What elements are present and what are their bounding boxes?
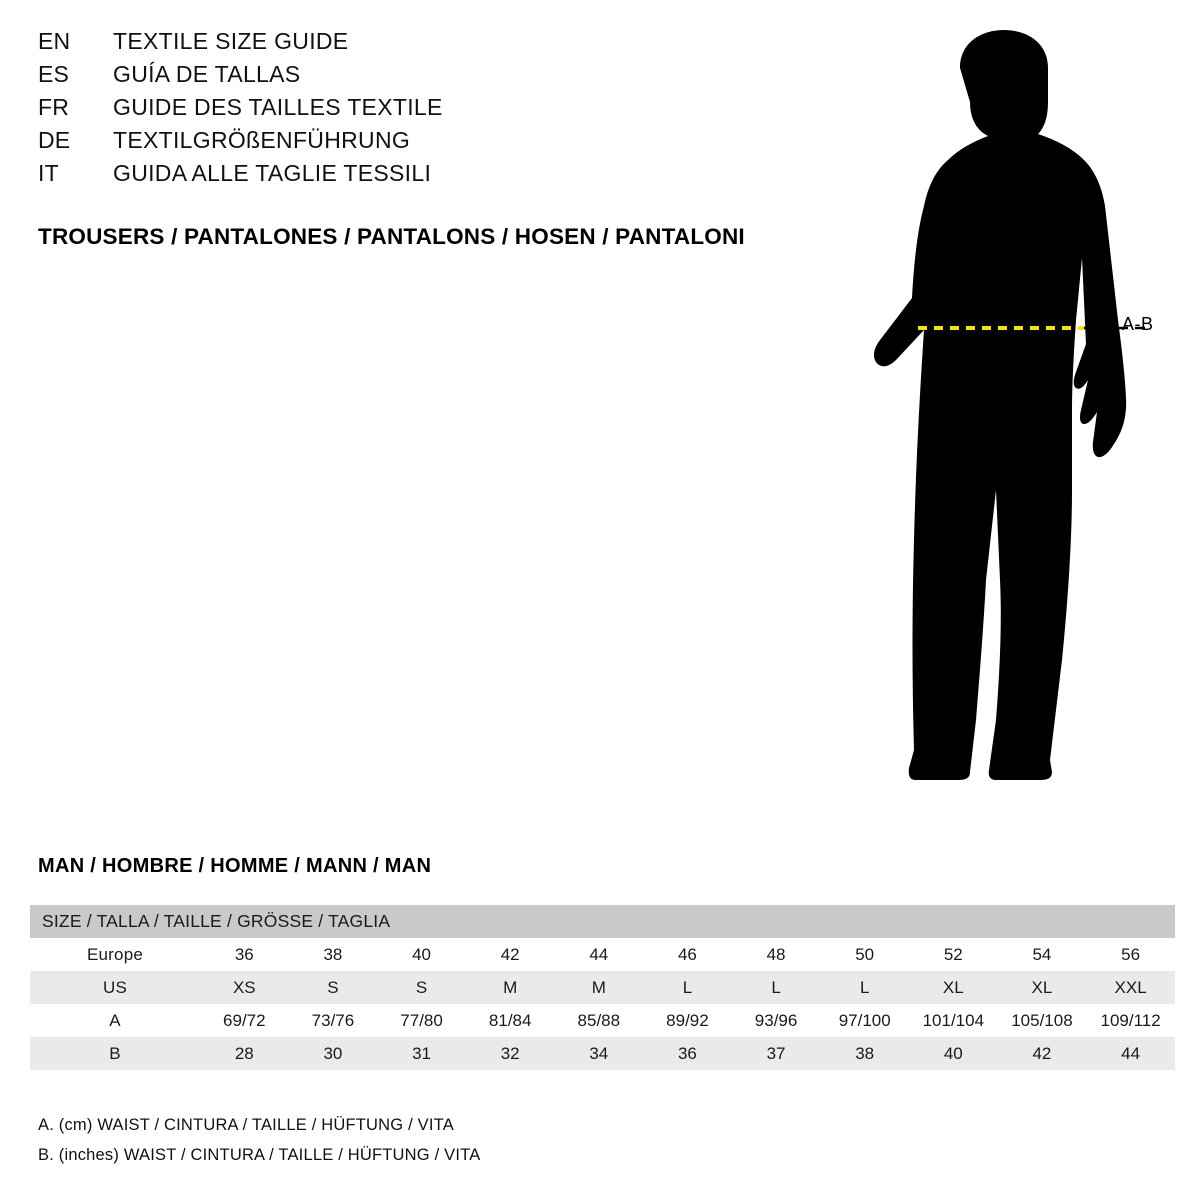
table-cell: 54: [998, 938, 1087, 971]
table-cell: M: [466, 971, 555, 1004]
row-label: US: [30, 971, 200, 1004]
table-cell: 44: [1086, 1037, 1175, 1070]
language-row: [38, 94, 798, 127]
table-cell: 28: [200, 1037, 289, 1070]
language-title: TEXTILGRÖßENFÜHRUNG: [113, 127, 411, 153]
table-cell: XXL: [1086, 971, 1175, 1004]
row-label: A: [30, 1004, 200, 1037]
table-cell: 50: [820, 938, 909, 971]
table-cell: 40: [909, 1037, 998, 1070]
table-cell: 42: [998, 1037, 1087, 1070]
silhouette-shape: [874, 30, 1126, 780]
language-title: GUIDE DES TAILLES TEXTILE: [113, 94, 443, 120]
table-cell: 37: [732, 1037, 821, 1070]
table-cell: M: [555, 971, 644, 1004]
table-cell: S: [377, 971, 466, 1004]
table-cell: 38: [289, 938, 378, 971]
table-cell: 85/88: [555, 1004, 644, 1037]
table-cell: 69/72: [200, 1004, 289, 1037]
table-row: [30, 971, 1175, 1004]
language-title: GUÍA DE TALLAS: [113, 61, 301, 87]
language-code: FR: [38, 94, 70, 120]
table-cell: 56: [1086, 938, 1175, 971]
size-table: [30, 905, 1175, 1070]
footnotes: [38, 1110, 480, 1170]
language-row: [38, 160, 798, 193]
table-cell: S: [289, 971, 378, 1004]
footnote-b: B. (inches) WAIST / CINTURA / TAILLE / HÜFTUNG / VITA: [38, 1146, 481, 1164]
table-cell: 36: [200, 938, 289, 971]
footnote-a: A. (cm) WAIST / CINTURA / TAILLE / HÜFTUNG / VITA: [38, 1116, 454, 1134]
table-cell: 42: [466, 938, 555, 971]
section-title-man: MAN / HOMBRE / HOMME / MANN / MAN: [38, 855, 432, 877]
table-cell: 31: [377, 1037, 466, 1070]
table-cell: L: [820, 971, 909, 1004]
table-cell: 46: [643, 938, 732, 971]
language-code: IT: [38, 160, 59, 186]
table-cell: 36: [643, 1037, 732, 1070]
table-row: [30, 938, 1175, 971]
table-cell: 101/104: [909, 1004, 998, 1037]
table-cell: XS: [200, 971, 289, 1004]
table-cell: L: [732, 971, 821, 1004]
table-cell: 38: [820, 1037, 909, 1070]
language-code: DE: [38, 127, 71, 153]
table-cell: 30: [289, 1037, 378, 1070]
language-code: ES: [38, 61, 70, 87]
language-row: [38, 28, 798, 61]
table-cell: 32: [466, 1037, 555, 1070]
language-title: TEXTILE SIZE GUIDE: [113, 28, 349, 54]
table-row: [30, 1004, 1175, 1037]
table-cell: 109/112: [1086, 1004, 1175, 1037]
language-list: [38, 28, 798, 193]
table-header-row: [30, 905, 1175, 938]
table-cell: 93/96: [732, 1004, 821, 1037]
table-cell: 44: [555, 938, 644, 971]
table-header-label: SIZE / TALLA / TAILLE / GRÖSSE / TAGLIA: [30, 905, 1175, 938]
table-cell: XL: [998, 971, 1087, 1004]
table-cell: 34: [555, 1037, 644, 1070]
table-cell: 48: [732, 938, 821, 971]
language-title: GUIDA ALLE TAGLIE TESSILI: [113, 160, 432, 186]
table-cell: 73/76: [289, 1004, 378, 1037]
table-cell: 97/100: [820, 1004, 909, 1037]
table-cell: 77/80: [377, 1004, 466, 1037]
language-code: EN: [38, 28, 71, 54]
language-row: [38, 61, 798, 94]
table-cell: 40: [377, 938, 466, 971]
table-cell: 105/108: [998, 1004, 1087, 1037]
language-row: [38, 127, 798, 160]
table-cell: 81/84: [466, 1004, 555, 1037]
table-cell: L: [643, 971, 732, 1004]
male-silhouette-figure: [800, 20, 1200, 810]
garment-type-title: TROUSERS / PANTALONES / PANTALONS / HOSEN / PANTALONI: [38, 224, 745, 249]
row-label: B: [30, 1037, 200, 1070]
table-cell: 52: [909, 938, 998, 971]
table-cell: 89/92: [643, 1004, 732, 1037]
table-row: [30, 1037, 1175, 1070]
table-cell: XL: [909, 971, 998, 1004]
row-label: Europe: [30, 938, 200, 971]
measure-label-ab: A-B: [1122, 314, 1154, 334]
